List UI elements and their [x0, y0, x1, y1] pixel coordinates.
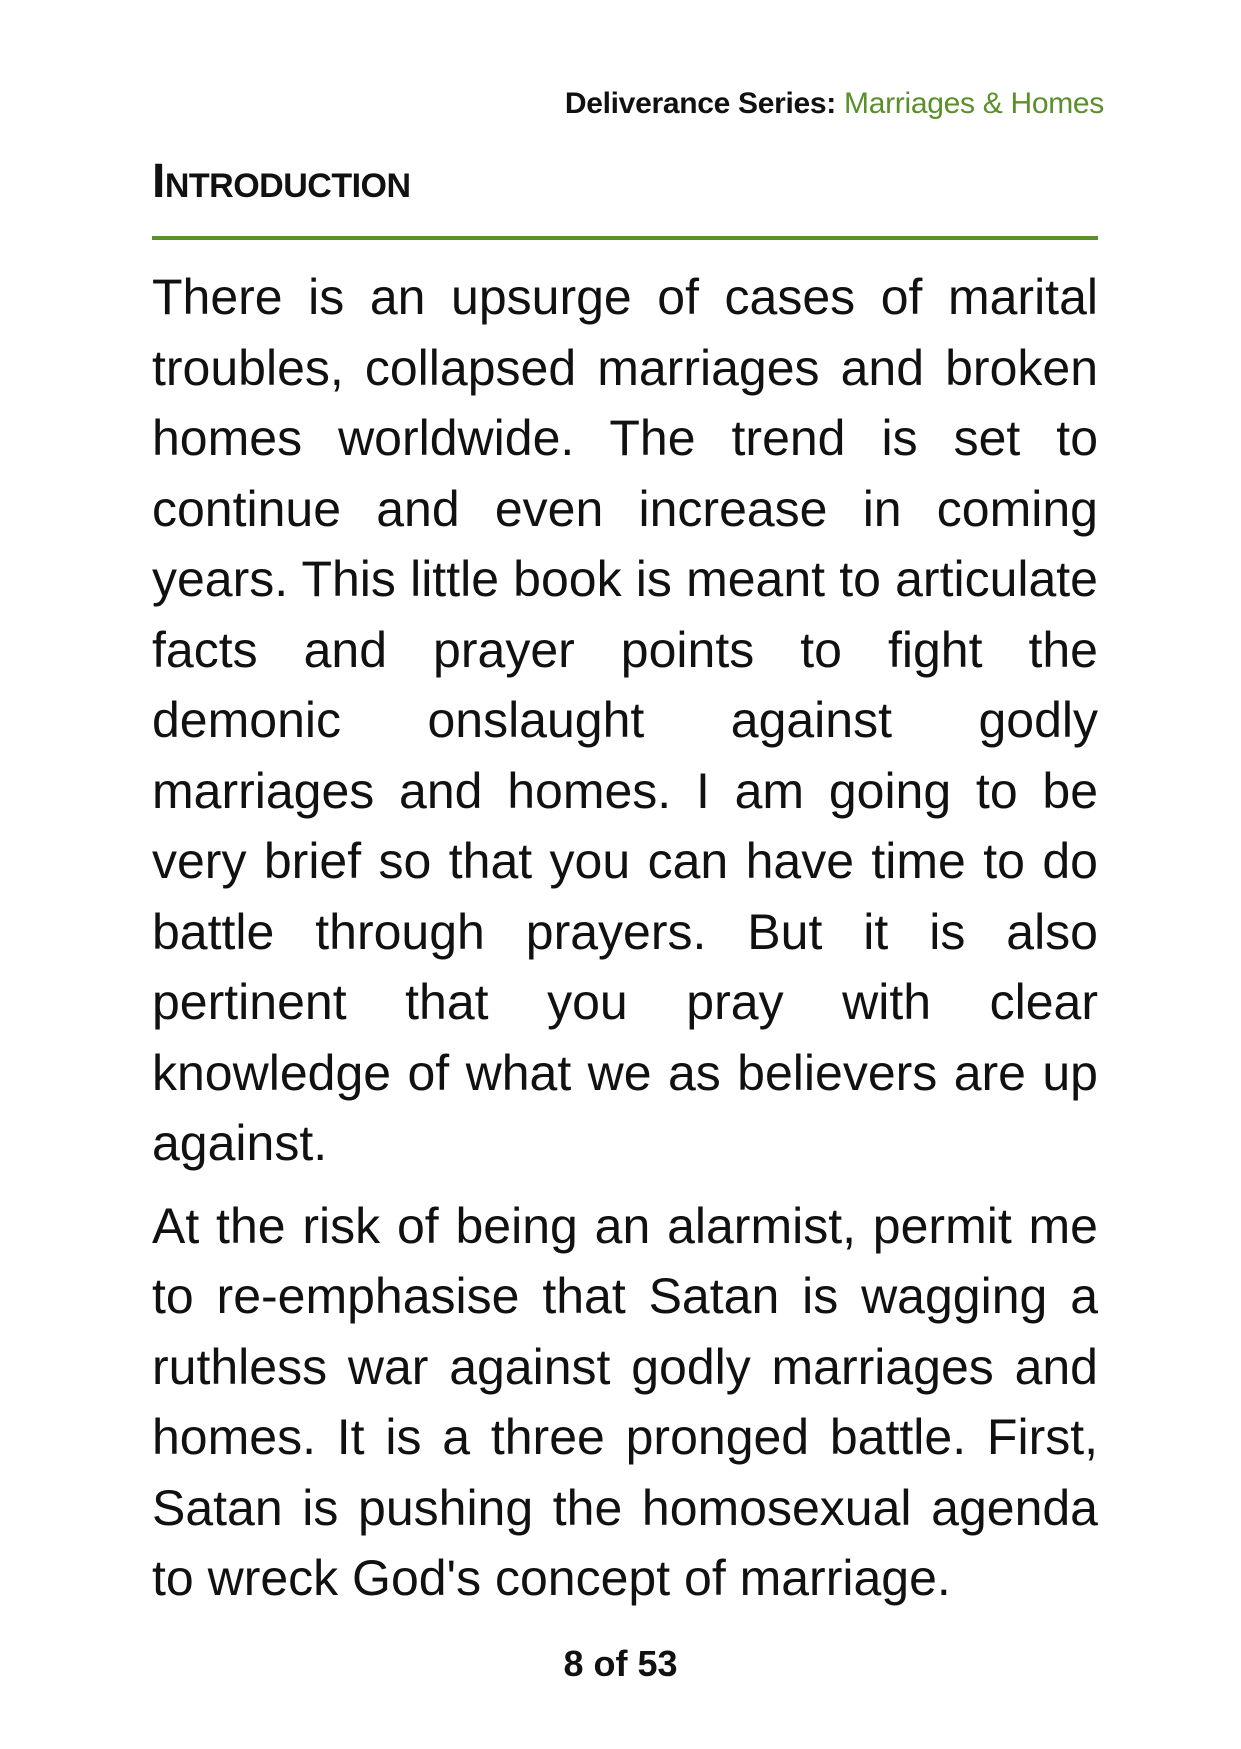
- series-subject: Marriages & Homes: [844, 87, 1104, 120]
- body-text: [152, 262, 1098, 1626]
- chapter-title: Introduction: [152, 155, 411, 208]
- page-number: 8 of 53: [563, 1643, 678, 1684]
- running-header: [565, 86, 1104, 122]
- series-name: Deliverance Series:: [564, 87, 837, 120]
- paragraph: There is an upsurge of cases of marital troubles, collapsed marriages and broken homes worldwide. The trend is set to continue and even increase in coming years. This little book is meant to articulate facts and prayer points to fight the demonic onslaught against godly marriages and homes. I am going to be very brief so that you can have time to do battle through prayers. But it is also pertinent that you pray with clear knowledge of what we as believers are up against.: [152, 269, 1098, 1171]
- paragraph: At the risk of being an alarmist, permit me to re-emphasise that Satan is wagging a ruthless war against godly marriages and homes. It is a three pronged battle. First, Satan is pushing the homosexual agenda to wreck God's concept of marriage.: [152, 1197, 1098, 1606]
- title-divider: [152, 236, 1098, 240]
